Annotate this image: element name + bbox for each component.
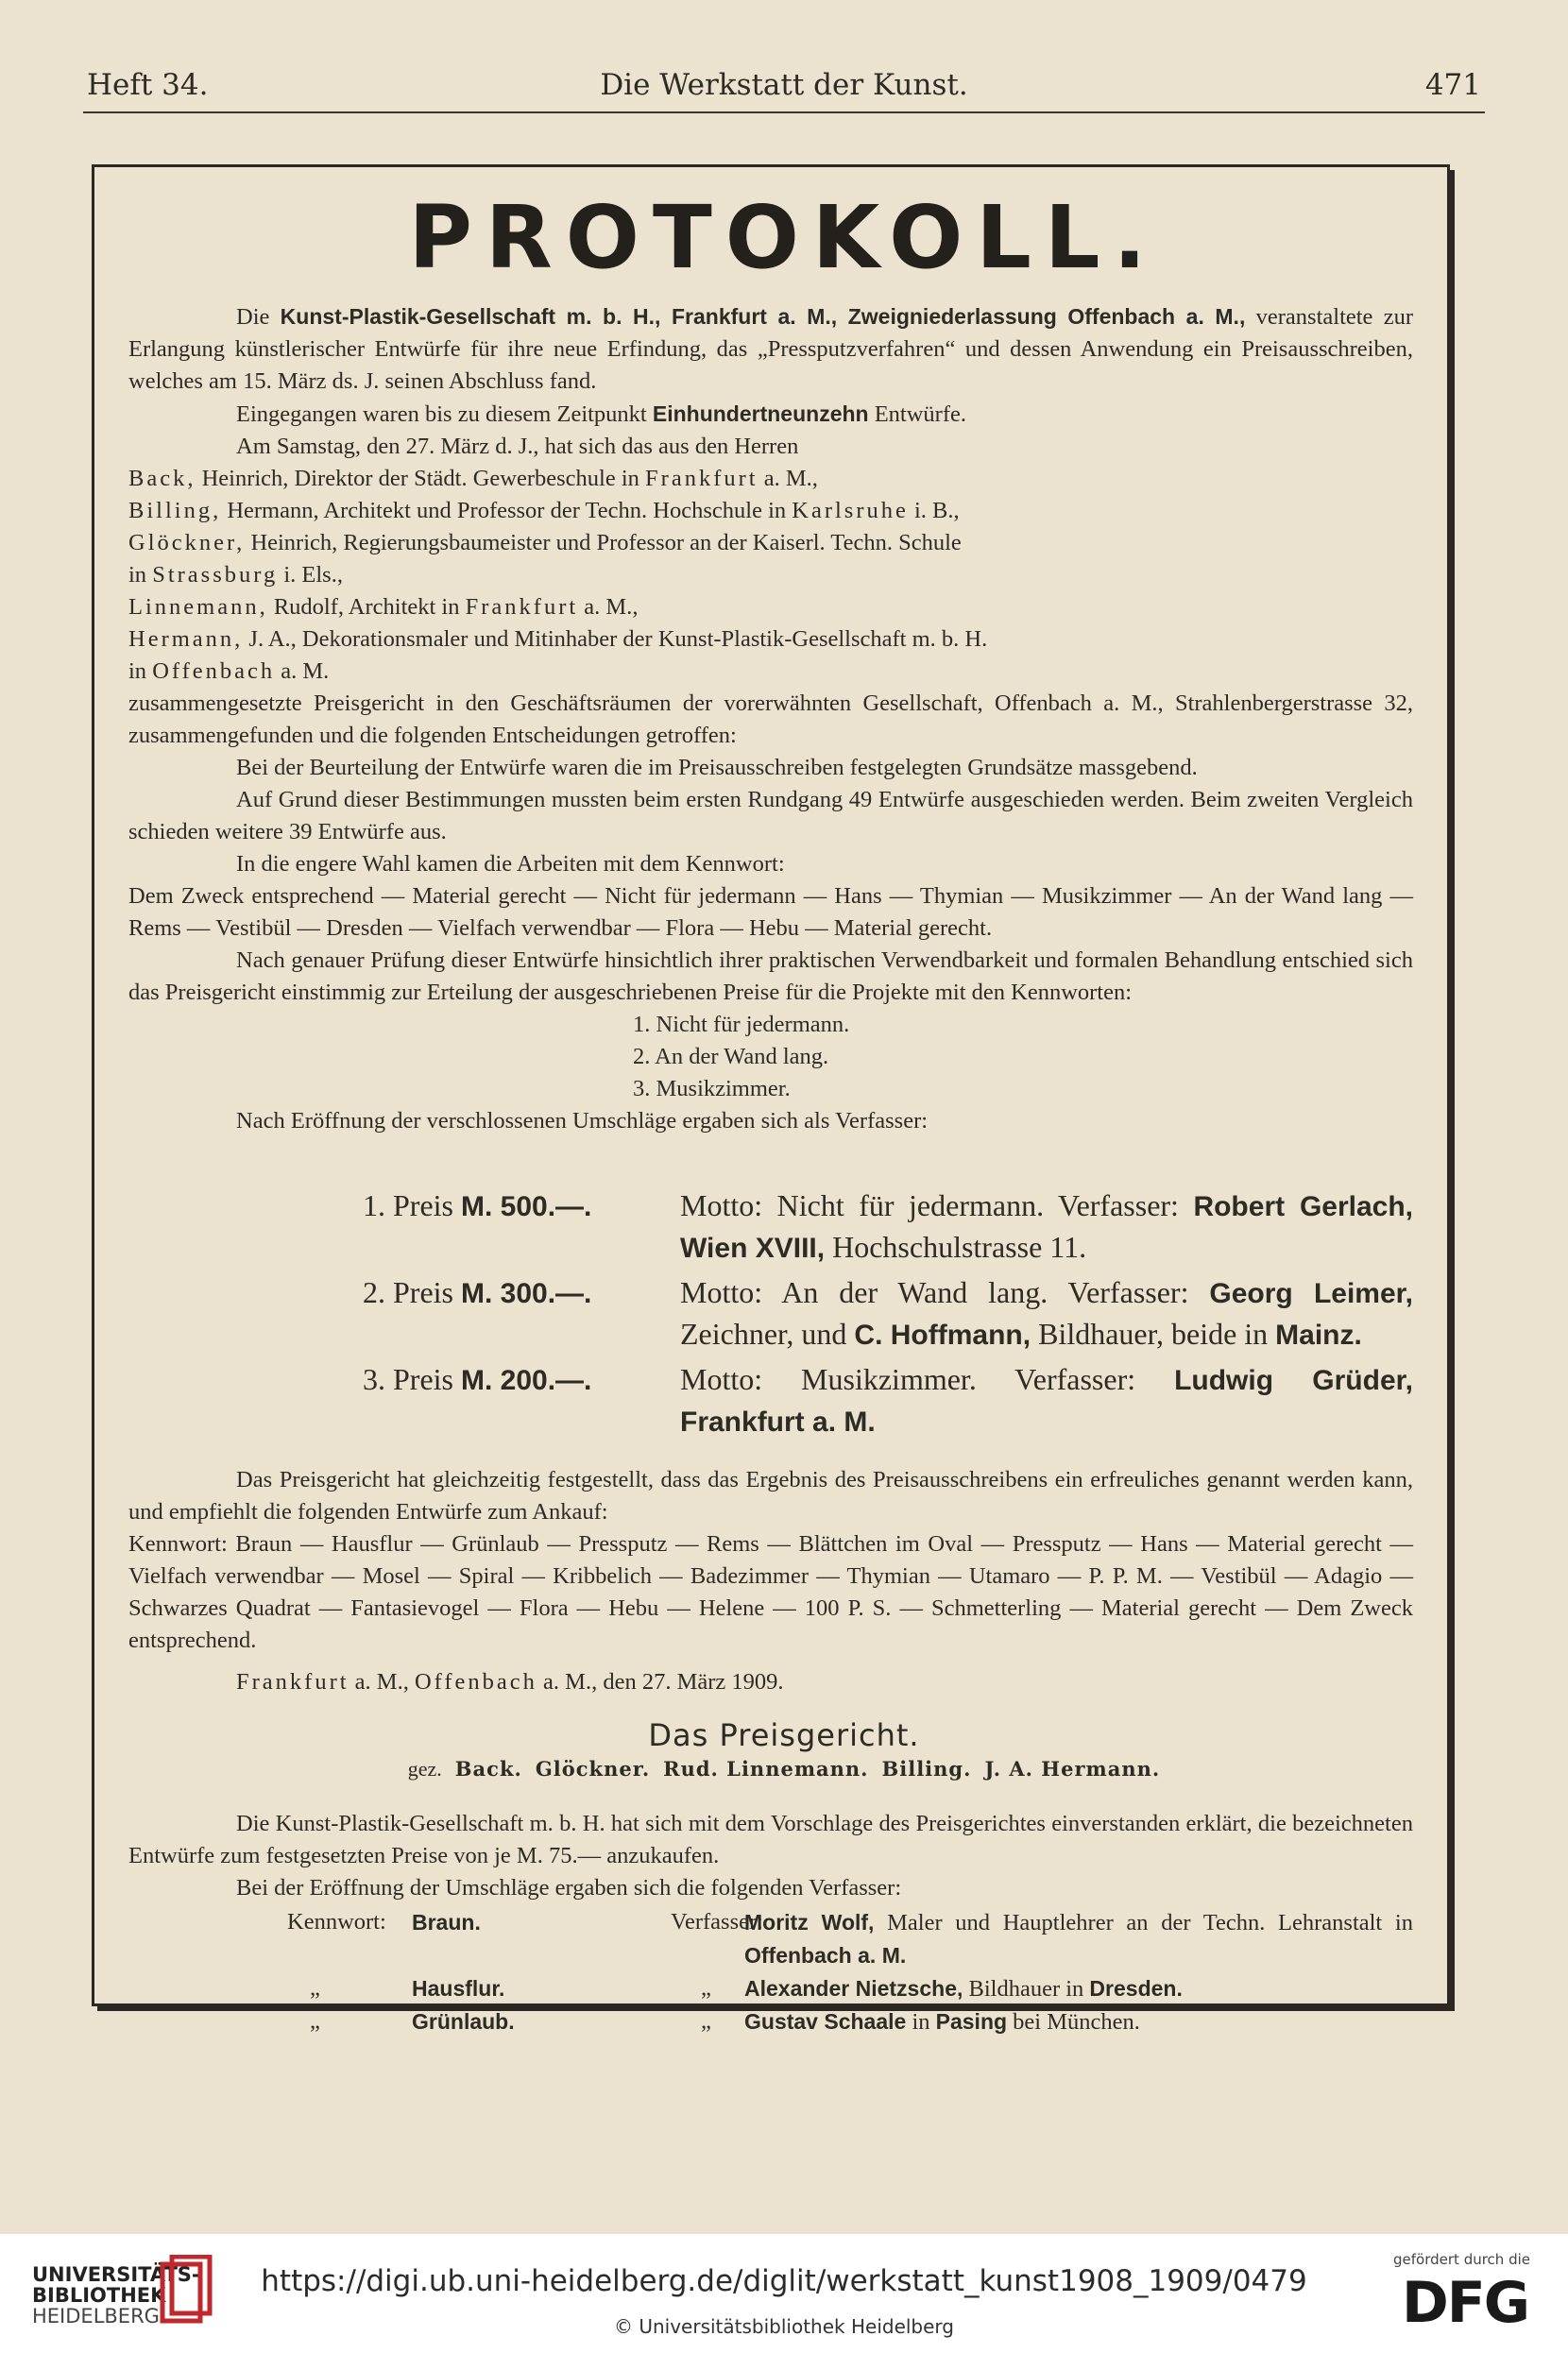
winning-motto: 3. Musikzimmer. <box>633 1076 791 1101</box>
purchase-mottos: Kennwort: Braun — Hausflur — Grünlaub — Pressputz — Rems — Blättchen im Oval — Pressputz — Hans — Material gerecht — Vielfach verwendbar — Mosel — Spiral — Kribbelich — Badezimmer — Thymian — Utamaro — P. P. M. — Vestibül — Adagio — Schwarzes Quadrat — Fantasievogel — Flora — Hebu — Helene — 100 P. S. — Schmetterling — Material gerecht — Dem Zweck entsprechend. <box>128 1531 1413 1653</box>
shortlist-mottos: Dem Zweck entsprechend — Material gerecht — Nicht für jedermann — Hans — Thymian — Musikzimmer — An der Wand lang — Rems — Vestibül — Dresden — Vielfach verwendbar — Flora — Hebu — Material gerecht. <box>128 883 1413 941</box>
permalink-url[interactable]: https://digi.ub.uni-heidelberg.de/diglit/werkstatt_kunst1908_1909/0479 <box>261 2264 1307 2298</box>
prize-amount: M. 200.—. <box>461 1365 592 1396</box>
jury-member: Linnemann, Rudolf, Architekt in Frankfurt a. M., <box>128 594 639 620</box>
journal-title: Die Werkstatt der Kunst. <box>600 68 968 102</box>
body-paragraph: Bei der Beurteilung der Entwürfe waren die im Preisausschreiben festgelegten Grundsätze massgebend. <box>236 755 1198 780</box>
closing-text <box>128 1808 1413 1904</box>
viewer-footer <box>0 2234 1568 2353</box>
winning-motto: 1. Nicht für jedermann. <box>633 1012 850 1037</box>
prize-author: Robert Gerlach, Wien XVIII, <box>680 1191 1413 1264</box>
jury-intro: Am Samstag, den 27. März d. J., hat sich das aus den Herren <box>236 434 799 459</box>
library-name: UNIVERSITÄTS- BIBLIOTHEK HEIDELBERG <box>32 2263 200 2327</box>
prize-author: C. Hoffmann, <box>854 1320 1031 1351</box>
body-paragraph: Bei der Eröffnung der Umschläge ergaben sich die folgenden Verfasser: <box>236 1875 902 1901</box>
jury-member: Billing, Hermann, Architekt und Professor der Techn. Hochschule in Karlsruhe i. B., <box>128 498 960 523</box>
prize-amount: M. 300.—. <box>461 1278 592 1309</box>
running-head <box>87 68 1481 110</box>
funding-note: gefördert durch die <box>1393 2251 1530 2268</box>
body-paragraph: In die engere Wahl kamen die Arbeiten mit dem Kennwort: <box>236 851 785 877</box>
author-row: Kennwort: Braun. Verfasser: Moritz Wolf, Maler und Hauptlehrer an der Techn. Lehranstalt in Offenbach a. M. <box>287 1909 1413 1968</box>
header-rule <box>83 111 1485 113</box>
intro-paragraph: Die Kunst-Plastik-Gesellschaft m. b. H., Frankfurt a. M., Zweigniederlassung Offenbach a. M., veranstaltete zur Erlangung künstlerischer Entwürfe für ihre neue Erfindung, das „Pressputzverfahren“ und dessen Anwendung ein Preisausschreiben, welches am 15. März ds. J. seinen Abschluss fand. <box>128 304 1413 394</box>
body-paragraph: zusammengesetzte Preisgericht in den Geschäftsräumen der vorerwähnten Gesellschaft, Offenbach a. M., Strahlenbergerstrasse 32, zusammengefunden und die folgenden Entscheidungen getroffen: <box>128 691 1413 748</box>
author-row: „ Grünlaub. „ Gustav Schaale in Pasing bei München. <box>310 2008 1140 2035</box>
prize-entry: 2. Preis M. 300.—. Motto: An der Wand lang. Verfasser: Georg Leimer, Zeichner, und C. Hoffmann, Bildhauer, beide in Mainz. <box>363 1275 1413 1351</box>
jury-member: Glöckner, Heinrich, Regierungsbaumeister und Professor an der Kaiserl. Techn. Schule <box>128 530 962 555</box>
prize-list <box>128 1185 1413 1442</box>
dfg-logo: DFG <box>1401 2270 1528 2336</box>
entry-count-paragraph: Eingegangen waren bis zu diesem Zeitpunkt Einhundertneunzehn Entwürfe. <box>236 401 967 427</box>
prize-entry: 3. Preis M. 200.—. Motto: Musikzimmer. Verfasser: Ludwig Grüder, Frankfurt a. M. <box>363 1362 1414 1438</box>
body-paragraph: Nach genauer Prüfung dieser Entwürfe hinsichtlich ihrer praktischen Verwendbarkeit und formalen Behandlung entschied sich das Preisgericht einstimmig zur Erteilung der ausgeschriebenen Preise für die Projekte mit den Kennworten: <box>128 947 1413 1005</box>
prize-entry: 1. Preis M. 500.—. Motto: Nicht für jedermann. Verfasser: Robert Gerlach, Wien XVIII, Hochschulstrasse 11. <box>363 1188 1413 1264</box>
prize-author: Ludwig Grüder, Frankfurt a. M. <box>680 1365 1414 1438</box>
issue-number: Heft 34. <box>87 68 209 102</box>
copyright-notice: © Universitätsbibliothek Heidelberg <box>613 2315 954 2338</box>
jury-signatures: gez. Back. Glöckner. Rud. Linnemann. Billing. J. A. Hermann. <box>407 1757 1161 1781</box>
winning-motto: 2. An der Wand lang. <box>633 1044 829 1069</box>
body-paragraph: Auf Grund dieser Bestimmungen mussten beim ersten Rundgang 49 Entwürfe ausgeschieden werden. Beim zweiten Vergleich schieden weitere 39 Entwürfe aus. <box>128 787 1413 844</box>
place-date: Frankfurt a. M., Offenbach a. M., den 27. März 1909. <box>236 1669 784 1695</box>
body-paragraph: Nach Eröffnung der verschlossenen Umschläge ergaben sich als Verfasser: <box>236 1108 929 1134</box>
prize-city: Mainz. <box>1275 1320 1362 1351</box>
notice-body-lower <box>128 1464 1413 1698</box>
jury-member: Back, Heinrich, Direktor der Städt. Gewerbeschule in Frankfurt a. M., <box>128 466 818 491</box>
jury-member: Hermann, J. A., Dekorationsmaler und Mitinhaber der Kunst-Plastik-Gesellschaft m. b. H. <box>128 626 988 652</box>
jury-member-continued: in Strassburg i. Els., <box>128 562 343 588</box>
page-number: 471 <box>1424 68 1481 102</box>
jury-signature-heading: Das Preisgericht. <box>648 1717 920 1753</box>
prize-amount: M. 500.—. <box>461 1191 592 1222</box>
body-paragraph: Die Kunst-Plastik-Gesellschaft m. b. H. hat sich mit dem Vorschlage des Preisgerichtes einverstanden erklärt, die bezeichneten Entwürfe zum festgesetzten Preise von je M. 75.— anzukaufen. <box>128 1811 1413 1868</box>
author-table <box>128 1906 1413 2038</box>
prize-author: Georg Leimer, <box>1209 1278 1413 1309</box>
notice-body-upper <box>128 300 1413 1137</box>
notice-title: PROTOKOLL. <box>408 187 1160 288</box>
jury-member-continued: in Offenbach a. M. <box>128 658 330 684</box>
body-paragraph: Das Preisgericht hat gleichzeitig festgestellt, dass das Ergebnis des Preisausschreibens ein erfreuliches genannt werden kann, und empfiehlt die folgenden Entwürfe zum Ankauf: <box>128 1467 1413 1525</box>
author-row: „ Hausflur. „ Alexander Nietzsche, Bildhauer in Dresden. <box>310 1975 1183 2002</box>
